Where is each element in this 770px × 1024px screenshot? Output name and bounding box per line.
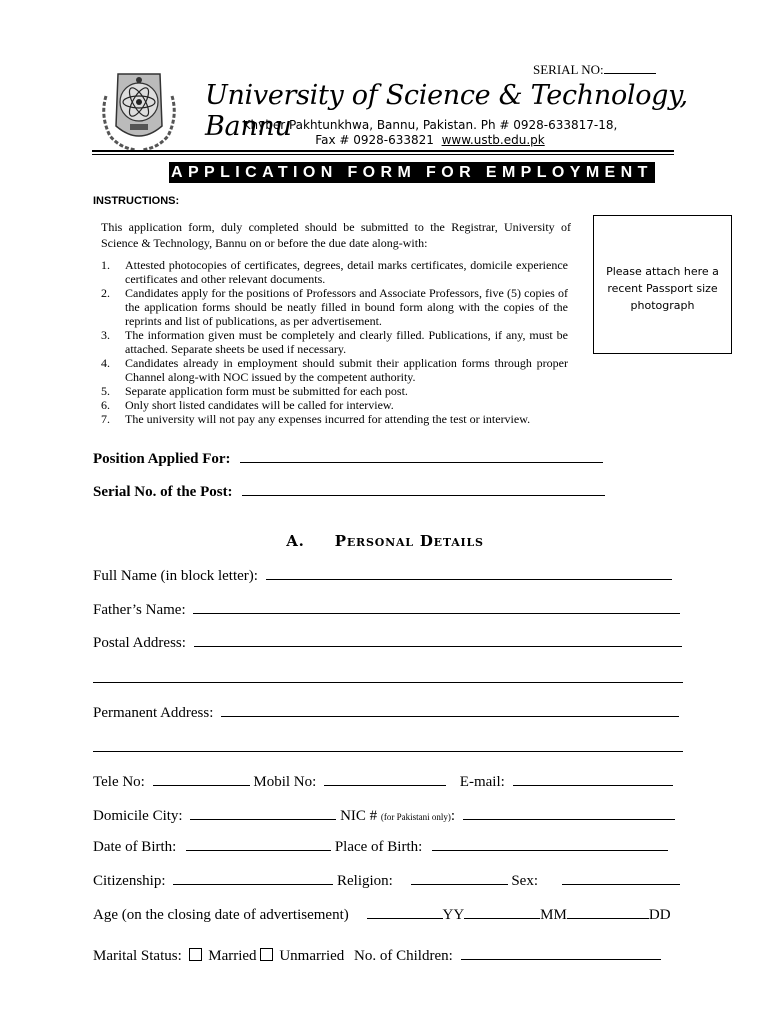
item-text: The university will not pay any expenses incurred for attending the test or interview. <box>125 412 531 426</box>
father-name-row <box>93 600 680 619</box>
form-title-banner: APPLICATION FORM FOR EMPLOYMENT <box>171 164 653 181</box>
website-link[interactable]: www.ustb.edu.pk <box>441 133 545 147</box>
postal-address-line-2[interactable] <box>93 682 683 683</box>
birth-row <box>93 837 668 856</box>
section-personal-details: A. Personal Details <box>286 532 484 550</box>
item-number: 6. <box>101 398 110 412</box>
full-name-label: Full Name (in block letter): <box>93 568 258 584</box>
dd-label: DD <box>648 907 671 923</box>
full-name-row <box>93 566 672 585</box>
nic-note: (for Pakistani only) <box>380 812 451 822</box>
email-field[interactable] <box>513 772 673 786</box>
list-item <box>101 412 568 426</box>
married-label: Married <box>208 948 257 964</box>
nic-label: NIC # <box>340 808 378 824</box>
university-title: University of Science & Technology, Bannu <box>205 80 688 142</box>
father-name-field[interactable] <box>193 600 680 614</box>
postal-address-label: Postal Address: <box>93 635 186 651</box>
instructions-heading: INSTRUCTIONS: <box>93 195 180 207</box>
mobil-field[interactable] <box>324 772 446 786</box>
item-number: 5. <box>101 384 110 398</box>
pob-label: Place of Birth: <box>334 839 423 855</box>
marital-row <box>93 946 661 965</box>
marital-label: Marital Status: <box>93 948 182 964</box>
sex-field[interactable] <box>562 871 680 885</box>
item-number: 2. <box>101 286 110 300</box>
item-text: Separate application form must be submitted for each post. <box>125 384 408 398</box>
mm-label: MM <box>540 907 567 923</box>
married-checkbox[interactable] <box>189 948 202 961</box>
full-name-field[interactable] <box>266 566 672 580</box>
item-number: 1. <box>101 258 110 272</box>
domicile-field[interactable] <box>190 806 336 820</box>
permanent-address-field[interactable] <box>221 703 679 717</box>
unmarried-checkbox[interactable] <box>260 948 273 961</box>
post-serial-field[interactable] <box>242 482 605 496</box>
list-item <box>101 286 568 328</box>
item-text: Candidates apply for the positions of Professors and Associate Professors, five (5) copies of the application forms should be neatly filled in bound form along with the copies of the reprints and list of publications, as per advertisement. <box>125 286 568 328</box>
nic-colon: : <box>450 808 456 824</box>
item-text: Candidates already in employment should submit their application forms through proper Channel along-with NOC issued by the competent authority. <box>125 356 568 384</box>
post-serial-label: Serial No. of the Post: <box>93 484 233 500</box>
yy-label: YY <box>442 907 465 923</box>
post-serial-row <box>93 482 605 501</box>
children-label: No. of Children: <box>354 948 453 964</box>
sex-label: Sex: <box>511 873 539 889</box>
citizenship-field[interactable] <box>173 871 333 885</box>
permanent-address-line-2[interactable] <box>93 751 683 752</box>
dob-field[interactable] <box>186 837 331 851</box>
list-item <box>101 356 568 384</box>
father-name-label: Father’s Name: <box>93 602 186 618</box>
item-number: 3. <box>101 328 110 342</box>
photo-box[interactable] <box>593 215 732 354</box>
list-item <box>101 398 568 412</box>
photo-text-1: Please attach here a <box>606 265 719 278</box>
mobil-label: Mobil No: <box>253 774 317 790</box>
position-applied-label: Position Applied For: <box>93 451 231 467</box>
citizenship-row <box>93 871 680 890</box>
nic-field[interactable] <box>463 806 675 820</box>
instructions-list <box>101 258 568 426</box>
serial-no <box>533 62 656 78</box>
postal-address-row <box>93 633 682 652</box>
position-applied-field[interactable] <box>240 449 603 463</box>
photo-text-2: recent Passport size <box>607 282 718 295</box>
citizenship-label: Citizenship: <box>93 873 166 889</box>
header-divider-thin <box>92 154 674 155</box>
fax-number: Fax # 0928-633821 <box>315 133 434 147</box>
age-months-field[interactable] <box>464 905 540 919</box>
university-address <box>200 118 660 148</box>
header-divider <box>92 150 674 152</box>
permanent-address-label: Permanent Address: <box>93 705 214 721</box>
list-item <box>101 384 568 398</box>
list-item <box>101 258 568 286</box>
religion-field[interactable] <box>411 871 508 885</box>
item-text: Attested photocopies of certificates, degrees, detail marks certificates, domicile experience certificates and other relevant documents. <box>125 258 568 286</box>
permanent-address-row <box>93 703 679 722</box>
dob-label: Date of Birth: <box>93 839 177 855</box>
position-applied-row <box>93 449 603 468</box>
tele-field[interactable] <box>153 772 250 786</box>
age-days-field[interactable] <box>567 905 649 919</box>
contact-line <box>200 133 660 148</box>
item-number: 7. <box>101 412 110 426</box>
religion-label: Religion: <box>337 873 393 889</box>
item-text: The information given must be completely and clearly filled. Publications, if any, must be attached. Separate sheets be used if necessary. <box>125 328 568 356</box>
serial-label: SERIAL NO: <box>533 62 604 77</box>
photo-text-3: photograph <box>630 299 695 312</box>
age-label: Age (on the closing date of advertisement) <box>93 907 349 923</box>
age-years-field[interactable] <box>367 905 443 919</box>
domicile-row <box>93 806 675 825</box>
children-field[interactable] <box>461 946 661 960</box>
unmarried-label: Unmarried <box>279 948 345 964</box>
email-label: E-mail: <box>459 774 505 790</box>
university-logo <box>96 66 182 154</box>
domicile-label: Domicile City: <box>93 808 183 824</box>
contact-row <box>93 772 673 791</box>
item-text: Only short listed candidates will be called for interview. <box>125 398 394 412</box>
tele-label: Tele No: <box>93 774 145 790</box>
serial-blank[interactable] <box>604 62 656 74</box>
pob-field[interactable] <box>432 837 668 851</box>
address-line: Khyber Pakhtunkhwa, Bannu, Pakistan. Ph # 0928-633817-18, <box>242 118 618 132</box>
list-item <box>101 328 568 356</box>
item-number: 4. <box>101 356 110 370</box>
instructions-intro: This application form, duly completed should be submitted to the Registrar, University of Science & Technology, Bannu on or before the due date along-with: <box>101 220 571 250</box>
age-row <box>93 905 671 924</box>
postal-address-field[interactable] <box>194 633 682 647</box>
